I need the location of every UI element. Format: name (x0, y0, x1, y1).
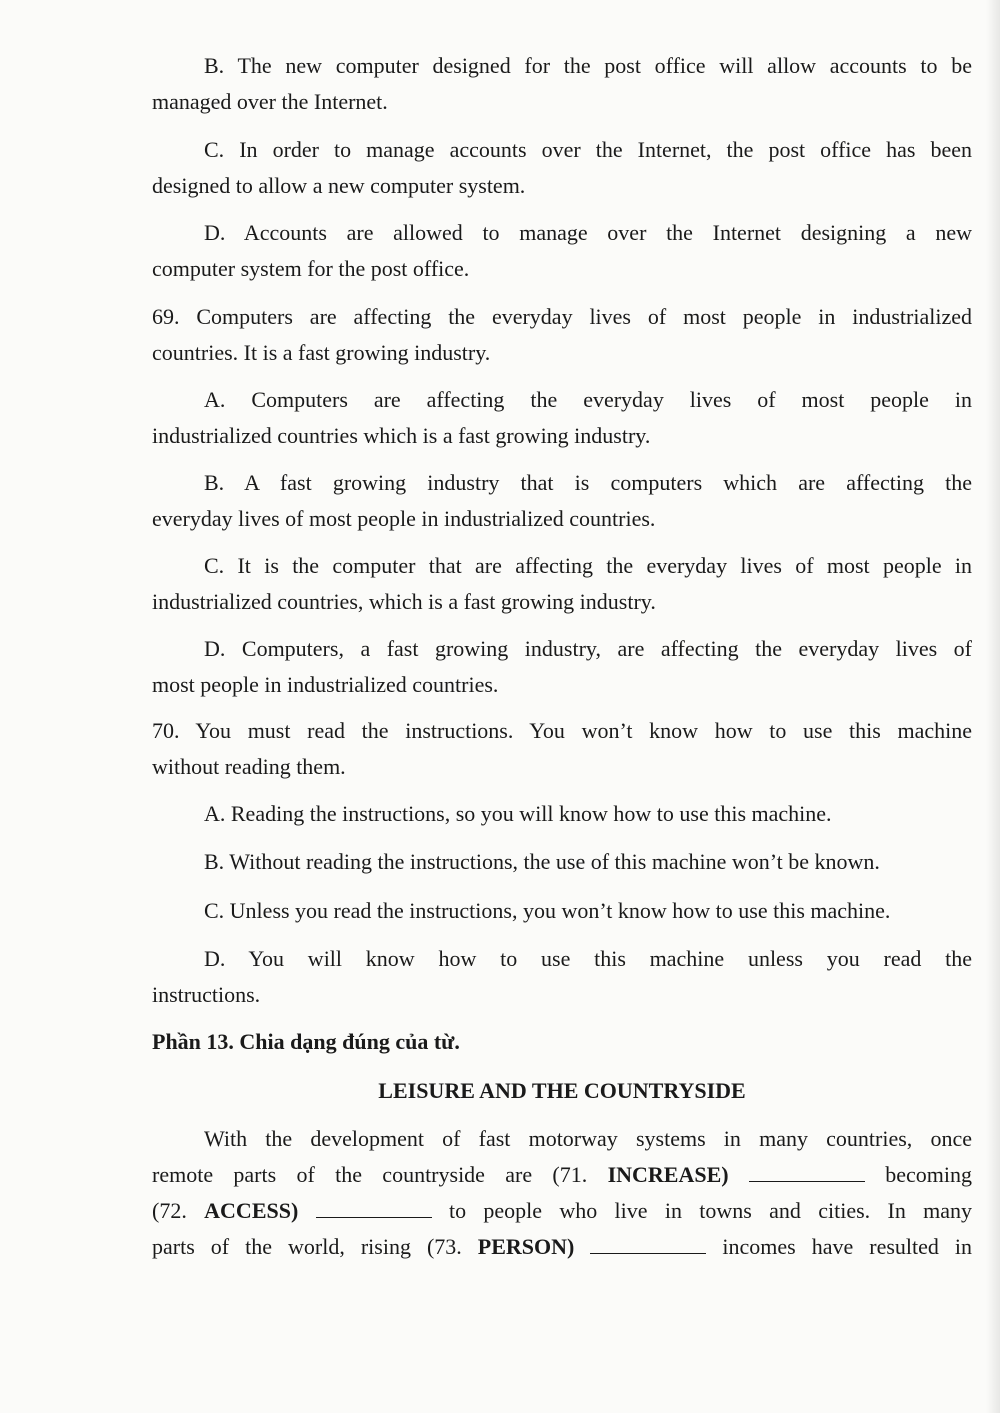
passage-line4-end: incomes have resulted in (722, 1234, 973, 1259)
q70-stem-line1: 70. You must read the instructions. You won’t know how to use this machine (152, 718, 972, 743)
word-person: PERSON) (477, 1234, 575, 1259)
q70-option-b: B. Without reading the instructions, the use of this machine won’t be known. (204, 849, 880, 874)
answer-blank-73[interactable] (590, 1233, 706, 1254)
answer-blank-72[interactable] (316, 1197, 432, 1218)
q69-option-a-line2: industrialized countries which is a fast growing industry. (152, 423, 651, 448)
passage-line2-text: remote parts of the countryside are (71. (152, 1162, 608, 1187)
q70-option-d-line1: D. You will know how to use this machine unless you read the (204, 946, 972, 971)
q69-option-c-line2: industrialized countries, which is a fast growing industry. (152, 589, 656, 614)
q68-option-c-line2: designed to allow a new computer system. (152, 173, 526, 198)
passage-line3 (152, 1197, 972, 1225)
q69-option-b-line2: everyday lives of most people in industrialized countries. (152, 506, 656, 531)
passage-line3-end: to people who live in towns and cities. In many (448, 1198, 973, 1223)
passage-line2 (152, 1161, 972, 1189)
q70-stem-line2: without reading them. (152, 754, 346, 779)
q69-stem-line1: 69. Computers are affecting the everyday lives of most people in industrialized (152, 304, 972, 329)
q69-stem-line2: countries. It is a fast growing industry. (152, 340, 491, 365)
q68-option-d-line2: computer system for the post office. (152, 256, 470, 281)
q68-option-d-line1: D. Accounts are allowed to manage over the Internet designing a new (204, 220, 972, 245)
section-heading: Phần 13. Chia dạng đúng của từ. (152, 1029, 460, 1054)
q69-option-d-line1: D. Computers, a fast growing industry, are affecting the everyday lives of (204, 636, 972, 661)
q68-option-b-line1: B. The new computer designed for the post office will allow accounts to be (204, 53, 972, 78)
passage-line3-start: (72. (152, 1198, 205, 1223)
page-edge-shadow (986, 0, 1000, 1413)
q69-option-b-line1: B. A fast growing industry that is computers which are affecting the (204, 470, 972, 495)
q70-option-c: C. Unless you read the instructions, you won’t know how to use this machine. (204, 898, 891, 923)
q68-option-b-line2: managed over the Internet. (152, 89, 388, 114)
q70-option-d-line2: instructions. (152, 982, 261, 1007)
q69-option-a-line1: A. Computers are affecting the everyday lives of most people in (204, 387, 972, 412)
q69-option-c-line1: C. It is the computer that are affecting the everyday lives of most people in (204, 553, 972, 578)
word-access: ACCESS) (204, 1198, 299, 1223)
q70-option-a: A. Reading the instructions, so you will know how to use this machine. (204, 801, 832, 826)
q68-option-c-line1: C. In order to manage accounts over the Internet, the post office has been (204, 137, 972, 162)
answer-blank-71[interactable] (749, 1161, 865, 1182)
passage-line4 (152, 1233, 972, 1261)
passage-title: LEISURE AND THE COUNTRYSIDE (378, 1078, 746, 1103)
passage-line1: With the development of fast motorway systems in many countries, once (204, 1126, 972, 1151)
word-increase: INCREASE) (607, 1162, 729, 1187)
passage-line2-end: becoming (885, 1162, 973, 1187)
passage-line4-start: parts of the world, rising (73. (152, 1234, 478, 1259)
q69-option-d-line2: most people in industrialized countries. (152, 672, 499, 697)
